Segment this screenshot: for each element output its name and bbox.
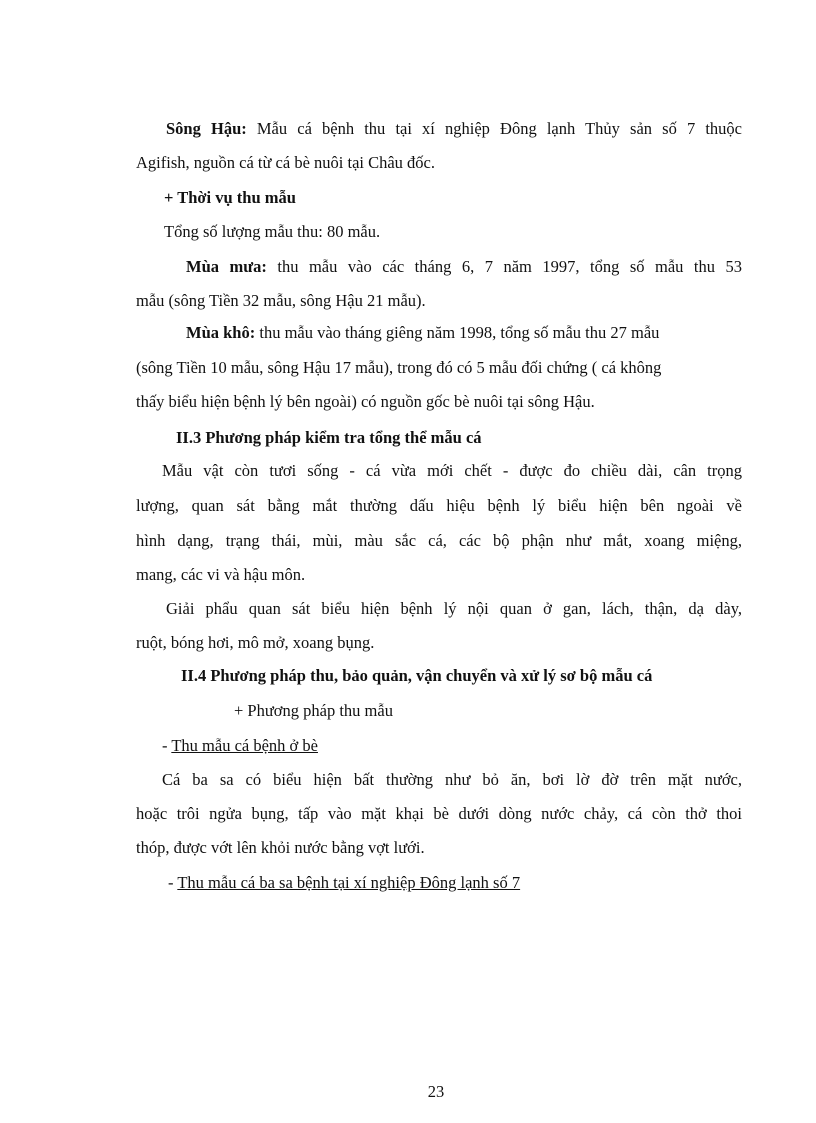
inspection-line-4: mang, các vi và hậu môn. xyxy=(136,565,306,584)
dissection-line-1: Giải phẩu quan sát biểu hiện bệnh lý nội quan ở gan, lách, thận, dạ dày, xyxy=(166,599,742,618)
rainy-line-1: Mùa mưa: thu mẫu vào các tháng 6, 7 năm 1997, tổng số mẫu thu 53 xyxy=(186,257,742,276)
rainy-line-2: mẫu (sông Tiền 32 mẫu, sông Hậu 21 mẫu). xyxy=(136,291,426,310)
raft-line-2: hoặc trôi ngửa bụng, tấp vào mặt khại bè dưới dòng nước chảy, cá còn thở thoi xyxy=(136,804,742,823)
inspection-line-2: lượng, quan sát bằng mắt thường dấu hiệu bệnh lý biểu hiện bên ngoài về xyxy=(136,496,742,515)
inspection-line-3: hình dạng, trạng thái, mùi, màu sắc cá, các bộ phận như mắt, xoang miệng, xyxy=(136,531,742,550)
method-heading: + Phương pháp thu mẫu xyxy=(234,701,393,720)
factory-heading: - Thu mẫu cá ba sa bệnh tại xí nghiệp Đông lạnh số 7 xyxy=(168,873,521,892)
inspection-line-1: Mẫu vật còn tươi sống - cá vừa mới chết - được đo chiều dài, cân trọng xyxy=(162,461,742,480)
song-hau-label: Sông Hậu: xyxy=(166,119,247,138)
rainy-label: Mùa mưa: xyxy=(186,257,267,276)
dry-line-3: thấy biểu hiện bệnh lý bên ngoài) có nguồn gốc bè nuôi tại sông Hậu. xyxy=(136,392,595,411)
raft-heading: - Thu mẫu cá bệnh ở bè xyxy=(162,736,318,755)
raft-line-3: thóp, được vớt lên khỏi nước bằng vợt lưới. xyxy=(136,838,425,857)
dry-line-2: (sông Tiền 10 mẫu, sông Hậu 17 mẫu), trong đó có 5 mẫu đối chứng ( cá không xyxy=(136,358,662,377)
section-ii4-heading: II.4 Phương pháp thu, bảo quản, vận chuyển và xử lý sơ bộ mẫu cá xyxy=(181,666,653,685)
song-hau-line-2: Agifish, nguồn cá từ cá bè nuôi tại Châu đốc. xyxy=(136,153,435,172)
total-samples: Tổng số lượng mẫu thu: 80 mẫu. xyxy=(164,222,381,241)
page-number: 23 xyxy=(427,1082,445,1101)
dry-label: Mùa khô: xyxy=(186,323,256,342)
season-heading: + Thời vụ thu mẫu xyxy=(164,188,296,207)
raft-line-1: Cá ba sa có biểu hiện bất thường như bỏ ăn, bơi lờ đờ trên mặt nước, xyxy=(162,770,742,789)
dissection-line-2: ruột, bóng hơi, mô mở, xoang bụng. xyxy=(136,633,375,652)
section-ii3-heading: II.3 Phương pháp kiểm tra tổng thể mẫu cá xyxy=(176,428,482,447)
dry-line-1: Mùa khô: thu mẫu vào tháng giêng năm 1998, tổng số mẫu thu 27 mẫu xyxy=(186,323,660,342)
song-hau-line-1: Sông Hậu: Mẫu cá bệnh thu tại xí nghiệp Đông lạnh Thủy sản số 7 thuộc xyxy=(166,119,743,138)
